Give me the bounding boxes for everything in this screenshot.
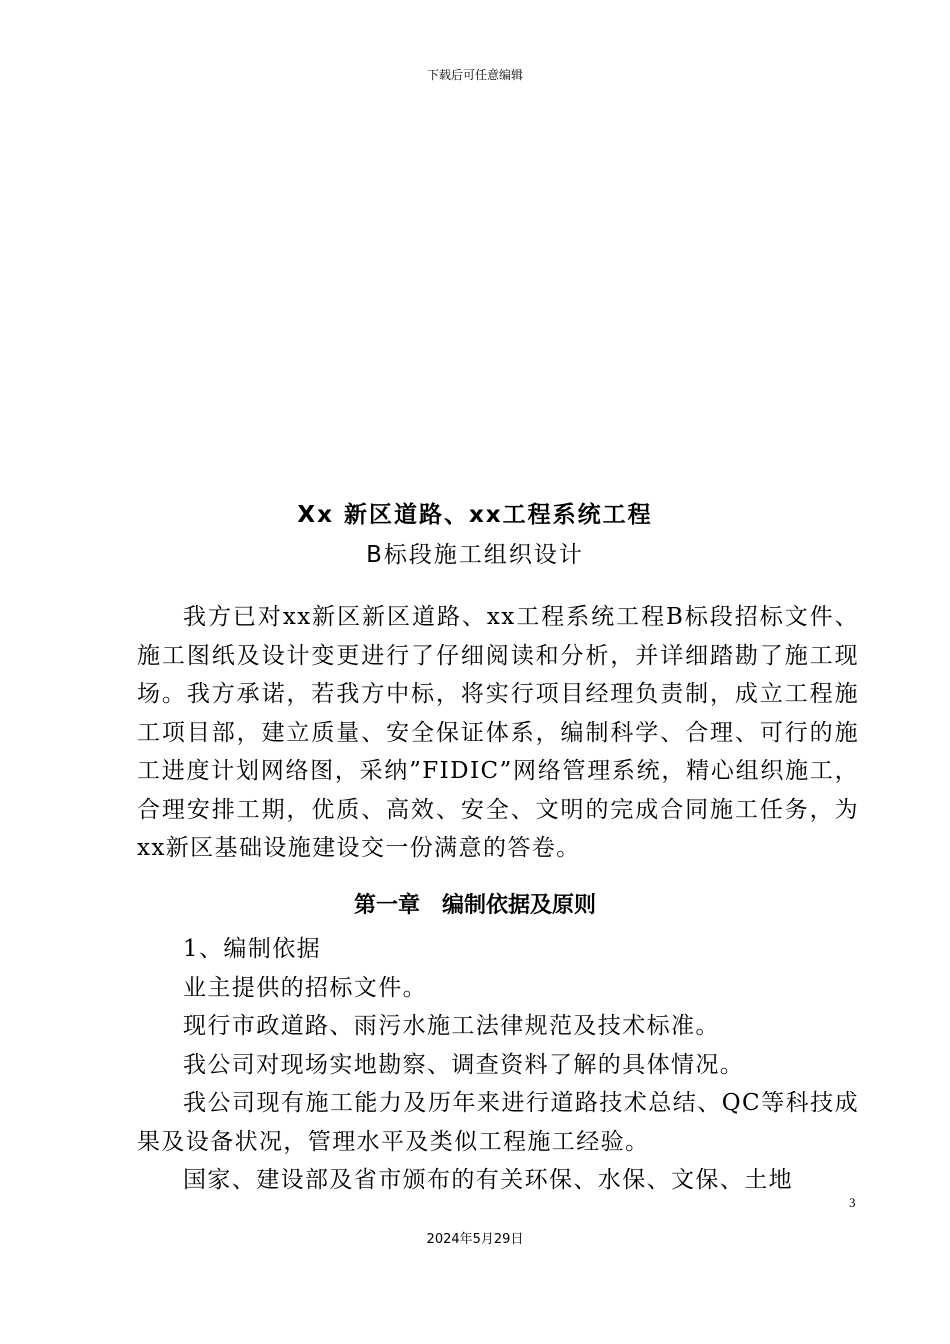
document-subtitle: B标段施工组织设计 — [366, 542, 584, 568]
page-number: 3 — [849, 1195, 856, 1210]
intro-paragraph: 我方已对xx新区新区道路、xx工程系统工程B标段招标文件、施工图纸及设计变更进行了仔细阅读和分析，并详细踏勘了施工现场。我方承诺，若我方中标，将实行项目经理负责制，成立工程施工项目部，建立质量、安全保证体系，编制科学、合理、可行的施工进度计划网络图，采纳”FIDIC”网络管理系统，精心组织施工，合理安排工期，优质、高效、安全、文明的完成合同施工任务，为xx新区基础设施建设交一份满意的答卷。 — [137, 604, 859, 861]
basis-item: 我公司对现场实地勘察、调查资料了解的具体情况。 — [183, 1051, 745, 1078]
basis-item: 国家、建设部及省市颁布的有关环保、水保、文保、土地 — [183, 1167, 793, 1193]
header-note: 下载后可任意编辑 — [426, 68, 523, 82]
document-title: Xx 新区道路、xx工程系统工程 — [297, 502, 653, 528]
intro-section — [137, 598, 859, 868]
section-heading: 1、编制依据 — [183, 936, 322, 962]
basis-item: 我公司现有施工能力及历年来进行道路技术总结、QC等科技成果及设备状况，管理水平及类似工程施工经验。 — [137, 1090, 859, 1155]
basis-section — [137, 930, 859, 1200]
footer-date: 2024年5月29日 — [426, 1232, 524, 1247]
basis-item: 现行市政道路、雨污水施工法律规范及技术标准。 — [183, 1013, 720, 1039]
chapter-title: 第一章 编制依据及原则 — [353, 893, 596, 918]
basis-item: 业主提供的招标文件。 — [183, 974, 427, 1001]
